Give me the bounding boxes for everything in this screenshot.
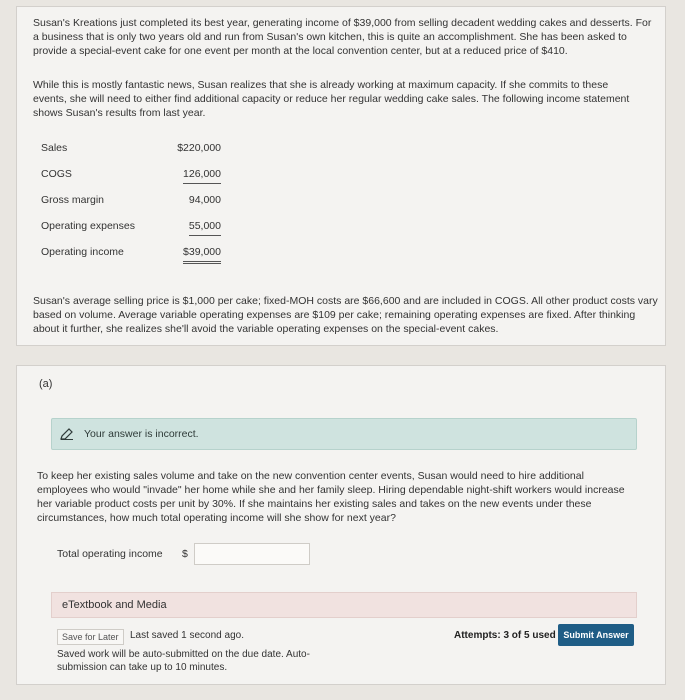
context-paragraph: While this is mostly fantastic news, Susan realizes that she is already working at maximum capacity. If she commits to these events, she will need to either find additional capacity or reduce her regular wedding cake sales. The following income statement shows Susan's results from last year. (33, 79, 630, 119)
etextbook-media-link[interactable] (51, 592, 637, 618)
pencil-icon (60, 428, 74, 440)
feedback-banner (51, 418, 637, 450)
attempts-counter: Attempts: 3 of 5 used (454, 630, 556, 641)
answer-label: Total operating income (57, 548, 163, 560)
income-label: Operating income (41, 246, 124, 258)
feedback-text: Your answer is incorrect. (84, 428, 199, 440)
income-value: 126,000 (183, 168, 221, 184)
total-operating-income-input[interactable] (194, 543, 310, 565)
details-paragraph: Susan's average selling price is $1,000 per cake; fixed-MOH costs are $66,600 and are included in COGS. All other product costs vary based on volume. Average variable operating expenses are $109 per cake; remaining operating expenses are fixed. After thinking about it further, she realizes she'll avoid the variable operating expenses on the special-event cakes. (33, 295, 658, 335)
income-row-cogs (41, 166, 221, 192)
income-label: Operating expenses (41, 220, 135, 232)
income-statement (41, 140, 221, 270)
last-saved-status: Last saved 1 second ago. (130, 630, 244, 641)
income-row-operating-income (41, 244, 221, 270)
income-value: $220,000 (177, 142, 221, 154)
income-value: $39,000 (183, 246, 221, 264)
income-row-gross-margin (41, 192, 221, 218)
income-label: COGS (41, 168, 72, 180)
income-value: 94,000 (188, 194, 221, 206)
problem-statement (16, 6, 666, 346)
save-for-later-button[interactable]: Save for Later (57, 629, 124, 645)
income-row-operating-expenses (41, 218, 221, 244)
income-label: Sales (41, 142, 68, 154)
currency-symbol: $ (182, 548, 188, 560)
part-label: (a) (39, 378, 53, 390)
part-a-panel (16, 365, 666, 685)
autosubmit-notice: Saved work will be auto-submitted on the due date. Auto-submission can take up to 10 minutes. (57, 649, 310, 673)
intro-paragraph: Susan's Kreations just completed its best year, generating income of $39,000 from selling decadent wedding cakes and desserts. For a business that is only two years old and run from Susan's own kitchen, this is quite an accomplishment. She has been asked to provide a special-event cake for one event per month at the local convention center, but at a reduced price of $410. (33, 17, 652, 57)
submit-answer-button[interactable]: Submit Answer (558, 624, 634, 646)
income-value: 55,000 (189, 220, 221, 236)
question-text: To keep her existing sales volume and take on the new convention center events, Susan would need to hire additional employees who would "invade" her home while she and her family sleep. Hiring dependable night-shift workers would increase her variable product costs per unit by 30%. If she maintains her existing sales and takes on the new events under these circumstances, how much total operating income will she show for next year? (37, 470, 625, 524)
income-row-sales (41, 140, 221, 166)
income-label: Gross margin (41, 194, 105, 206)
etextbook-label: eTextbook and Media (62, 599, 167, 611)
